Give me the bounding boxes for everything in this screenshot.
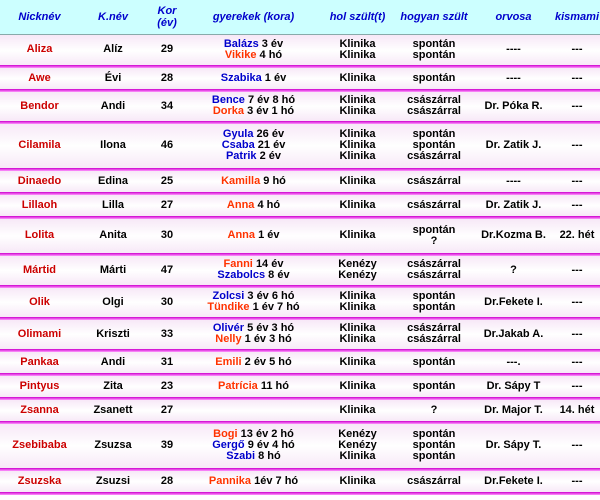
child-age: 4 hó xyxy=(259,48,283,61)
nickname-cell: Olik xyxy=(0,288,79,317)
child-name: Olivér xyxy=(212,322,245,334)
children-cell xyxy=(187,171,320,192)
row-separator xyxy=(0,492,600,495)
age-cell: 28 xyxy=(147,68,187,89)
child-age: 1év 7 hó xyxy=(254,474,299,487)
child-name: Szabika xyxy=(220,71,262,84)
child-name: Tündike xyxy=(207,301,250,313)
nickname-cell: Pintyus xyxy=(0,376,79,397)
child-name: Anna xyxy=(227,229,255,241)
born-how-line: spontán xyxy=(412,290,456,302)
born-how-line: császárral xyxy=(407,94,461,106)
child-age: 1 év 3 hó xyxy=(244,333,292,345)
born-where-cell xyxy=(320,171,395,192)
child-name: Fanni xyxy=(223,258,253,270)
knev-cell: Zsanett xyxy=(79,400,147,421)
nickname-cell: Mártid xyxy=(0,256,79,285)
born-where-line: Kenézy xyxy=(338,258,377,270)
born-where-cell xyxy=(320,35,395,65)
child-name: Szabolcs xyxy=(217,269,266,281)
age-cell: 31 xyxy=(147,352,187,373)
child-name: Gergő xyxy=(212,439,245,451)
born-where-line: Klinika xyxy=(339,37,376,50)
pregnant-cell: --- xyxy=(554,376,600,397)
knev-cell: Lilla xyxy=(79,195,147,216)
separator-bar xyxy=(0,492,600,495)
pregnant-cell: --- xyxy=(554,195,600,216)
child-age: 7 év 8 hó xyxy=(248,94,296,106)
pregnant-cell: --- xyxy=(554,256,600,285)
doctor-cell: ---. xyxy=(473,352,554,373)
doctor-cell: ? xyxy=(473,256,554,285)
child-age: 9 év 4 hó xyxy=(247,439,295,451)
children-cell xyxy=(187,352,320,373)
born-how-line: spontán xyxy=(412,37,456,50)
born-how-cell xyxy=(395,195,473,216)
born-how-cell xyxy=(395,219,473,253)
born-where-cell xyxy=(320,256,395,285)
table-row xyxy=(0,288,600,317)
age-cell: 30 xyxy=(147,219,187,253)
table-row xyxy=(0,376,600,397)
born-where-cell xyxy=(320,320,395,349)
child-entry xyxy=(189,476,318,487)
born-how-line: ? xyxy=(430,234,438,247)
child-name: Dorka xyxy=(212,105,245,117)
nickname-cell: Lolita xyxy=(0,219,79,253)
born-how-line: császárral xyxy=(407,258,461,270)
born-where-cell xyxy=(320,471,395,492)
table-row xyxy=(0,35,600,65)
child-name: Vikike xyxy=(224,48,257,61)
born-how-cell xyxy=(395,400,473,421)
nickname-cell: Awe xyxy=(0,68,79,89)
children-cell xyxy=(187,35,320,65)
nickname-cell: Olimami xyxy=(0,320,79,349)
born-where-line: Klinika xyxy=(339,290,376,302)
knev-cell: Márti xyxy=(79,256,147,285)
born-how-line: spontán xyxy=(412,379,456,392)
knev-cell: Olgi xyxy=(79,288,147,317)
nickname-cell: Bendor xyxy=(0,92,79,121)
children-cell xyxy=(187,124,320,168)
child-entry xyxy=(189,334,318,345)
header-kor: Kor (év) xyxy=(147,0,187,35)
doctor-cell: Dr.Fekete I. xyxy=(473,471,554,492)
born-where-line: Klinika xyxy=(339,474,376,487)
nickname-cell: Dinaedo xyxy=(0,171,79,192)
knev-cell: Évi xyxy=(79,68,147,89)
nickname-cell: Pankaa xyxy=(0,352,79,373)
born-how-line: spontán xyxy=(412,450,456,462)
table-row xyxy=(0,352,600,373)
born-how-line: császárral xyxy=(407,174,461,187)
child-entry xyxy=(189,451,318,462)
doctor-cell: Dr.Kozma B. xyxy=(473,219,554,253)
knev-cell: Alíz xyxy=(79,35,147,65)
child-entry xyxy=(189,73,318,84)
age-cell: 23 xyxy=(147,376,187,397)
born-how-line: császárral xyxy=(407,322,461,334)
born-how-cell xyxy=(395,256,473,285)
header-nickname: Nicknév xyxy=(0,0,79,35)
age-cell: 34 xyxy=(147,92,187,121)
age-cell: 46 xyxy=(147,124,187,168)
child-age: 11 hó xyxy=(260,379,289,392)
knev-cell: Kriszti xyxy=(79,320,147,349)
children-cell xyxy=(187,471,320,492)
pregnant-cell: 22. hét xyxy=(554,219,600,253)
pregnant-cell: --- xyxy=(554,288,600,317)
child-name: Csaba xyxy=(221,139,255,151)
child-entry xyxy=(189,230,318,241)
born-where-line: Klinika xyxy=(339,71,376,84)
child-age: 5 év 3 hó xyxy=(247,322,295,334)
age-cell: 47 xyxy=(147,256,187,285)
age-cell: 27 xyxy=(147,195,187,216)
table-body xyxy=(0,35,600,495)
born-where-cell xyxy=(320,424,395,468)
born-how-line: ? xyxy=(430,403,438,416)
child-name: Bence xyxy=(211,94,245,106)
born-where-line: Klinika xyxy=(339,403,376,416)
pregnant-cell: --- xyxy=(554,352,600,373)
born-how-cell xyxy=(395,424,473,468)
child-name: Balázs xyxy=(223,37,259,50)
child-entry xyxy=(189,200,318,211)
doctor-cell: Dr.Jakab A. xyxy=(473,320,554,349)
child-entry xyxy=(189,176,318,187)
knev-cell: Anita xyxy=(79,219,147,253)
pregnant-cell: --- xyxy=(554,320,600,349)
table-row xyxy=(0,68,600,89)
born-how-line: spontán xyxy=(412,71,456,84)
table-row xyxy=(0,320,600,349)
born-how-line: spontán xyxy=(412,355,456,368)
table-row xyxy=(0,171,600,192)
doctor-cell: Dr. Sápy T xyxy=(473,376,554,397)
knev-cell: Ilona xyxy=(79,124,147,168)
child-name: Patrik xyxy=(225,150,257,162)
born-where-cell xyxy=(320,68,395,89)
header-children: gyerekek (kora) xyxy=(187,0,320,35)
child-age: 2 év xyxy=(259,150,282,162)
pregnant-cell: --- xyxy=(554,424,600,468)
child-age: 3 év xyxy=(261,37,284,50)
born-how-cell xyxy=(395,171,473,192)
knev-cell: Zita xyxy=(79,376,147,397)
children-cell xyxy=(187,92,320,121)
born-where-cell xyxy=(320,288,395,317)
children-cell xyxy=(187,195,320,216)
child-age: 14 év xyxy=(255,258,284,270)
child-name: Nelly xyxy=(215,333,242,345)
pregnant-cell: --- xyxy=(554,68,600,89)
born-how-cell xyxy=(395,124,473,168)
born-where-line: Klinika xyxy=(339,174,376,187)
child-age: 1 év 7 hó xyxy=(252,301,300,313)
child-name: Pannika xyxy=(208,474,252,487)
doctor-cell: ---- xyxy=(473,35,554,65)
nickname-cell: Zsanna xyxy=(0,400,79,421)
table-row xyxy=(0,400,600,421)
born-how-line: császárral xyxy=(407,269,461,281)
child-name: Patrícia xyxy=(218,379,258,392)
child-entry xyxy=(189,270,318,281)
born-how-cell xyxy=(395,376,473,397)
age-cell: 25 xyxy=(147,171,187,192)
born-how-cell xyxy=(395,92,473,121)
table-row xyxy=(0,219,600,253)
nickname-cell: Cilamila xyxy=(0,124,79,168)
child-age: 8 év xyxy=(268,269,290,281)
born-where-line: Klinika xyxy=(339,48,376,61)
child-name: Gyula xyxy=(222,128,254,140)
age-cell: 28 xyxy=(147,471,187,492)
age-cell: 27 xyxy=(147,400,187,421)
pregnant-cell: --- xyxy=(554,92,600,121)
born-how-line: császárral xyxy=(407,105,461,117)
knev-cell: Edina xyxy=(79,171,147,192)
doctor-cell: ---- xyxy=(473,171,554,192)
doctor-cell: Dr. Zatik J. xyxy=(473,124,554,168)
born-how-cell xyxy=(395,288,473,317)
child-name: Bogi xyxy=(213,428,238,440)
child-entry xyxy=(189,357,318,368)
knev-cell: Zsuzsi xyxy=(79,471,147,492)
child-age: 1 év xyxy=(264,71,287,84)
table-row xyxy=(0,471,600,492)
pregnant-cell: --- xyxy=(554,35,600,65)
children-cell xyxy=(187,400,320,421)
child-age: 9 hó xyxy=(263,174,286,187)
knev-cell: Andi xyxy=(79,92,147,121)
children-cell xyxy=(187,288,320,317)
age-cell: 30 xyxy=(147,288,187,317)
born-where-line: Klinika xyxy=(339,198,376,211)
header-pregnant: kismami xyxy=(554,0,600,35)
pregnant-cell: 14. hét xyxy=(554,400,600,421)
born-how-line: császárral xyxy=(407,474,461,487)
table-row xyxy=(0,124,600,168)
born-how-cell xyxy=(395,471,473,492)
born-where-cell xyxy=(320,352,395,373)
born-how-line: császárral xyxy=(407,198,461,211)
child-age: 4 hó xyxy=(257,198,281,211)
child-entry xyxy=(189,151,318,162)
doctor-cell: Dr. Sápy T. xyxy=(473,424,554,468)
born-where-cell xyxy=(320,400,395,421)
born-how-line: spontán xyxy=(412,139,456,151)
nickname-cell: Lillaoh xyxy=(0,195,79,216)
born-where-line: Klinika xyxy=(339,450,376,462)
knev-cell: Zsuzsa xyxy=(79,424,147,468)
child-age: 13 év 2 hó xyxy=(240,428,294,440)
born-where-line: Klinika xyxy=(339,333,376,345)
child-age: 21 év xyxy=(257,139,286,151)
born-where-line: Kenézy xyxy=(338,439,377,451)
child-age: 26 év xyxy=(256,128,285,140)
born-where-cell xyxy=(320,124,395,168)
born-where-cell xyxy=(320,219,395,253)
born-where-line: Klinika xyxy=(339,301,376,313)
born-where-line: Klinika xyxy=(339,229,376,241)
doctor-cell: Dr.Fekete I. xyxy=(473,288,554,317)
table-row xyxy=(0,256,600,285)
child-name: Kamilla xyxy=(221,174,261,187)
born-where-line: Kenézy xyxy=(338,428,377,440)
child-entry xyxy=(189,106,318,117)
child-name: Szabi xyxy=(226,450,256,462)
header-knev: K.név xyxy=(79,0,147,35)
born-where-line: Klinika xyxy=(339,355,376,368)
born-where-cell xyxy=(320,195,395,216)
born-where-line: Klinika xyxy=(339,150,376,162)
children-cell xyxy=(187,320,320,349)
table-row xyxy=(0,195,600,216)
born-how-line: császárral xyxy=(407,333,461,345)
born-how-cell xyxy=(395,320,473,349)
born-how-cell xyxy=(395,35,473,65)
child-entry xyxy=(189,50,318,61)
pregnant-cell: --- xyxy=(554,171,600,192)
child-name: Anna xyxy=(226,198,255,211)
doctor-cell: Dr. Póka R. xyxy=(473,92,554,121)
born-where-line: Klinika xyxy=(339,94,376,106)
child-age: 3 év 1 hó xyxy=(247,105,295,117)
born-how-cell xyxy=(395,68,473,89)
born-how-line: spontán xyxy=(412,439,456,451)
born-how-line: spontán xyxy=(412,428,456,440)
child-age: 8 hó xyxy=(258,450,281,462)
pregnant-cell: --- xyxy=(554,471,600,492)
table-row xyxy=(0,92,600,121)
knev-cell: Andi xyxy=(79,352,147,373)
born-where-line: Klinika xyxy=(339,322,376,334)
child-age: 2 év 5 hó xyxy=(244,355,292,368)
nickname-cell: Zsuzska xyxy=(0,471,79,492)
children-cell xyxy=(187,219,320,253)
age-cell: 33 xyxy=(147,320,187,349)
born-where-cell xyxy=(320,376,395,397)
child-entry xyxy=(189,302,318,313)
child-age: 1 év xyxy=(258,229,280,241)
born-where-line: Kenézy xyxy=(338,269,377,281)
header-born-how: hogyan szült xyxy=(395,0,473,35)
age-cell: 29 xyxy=(147,35,187,65)
children-cell xyxy=(187,376,320,397)
born-where-line: Klinika xyxy=(339,139,376,151)
doctor-cell: ---- xyxy=(473,68,554,89)
child-entry xyxy=(189,381,318,392)
table-row xyxy=(0,424,600,468)
nickname-cell: Zsebibaba xyxy=(0,424,79,468)
born-where-line: Klinika xyxy=(339,105,376,117)
age-cell: 39 xyxy=(147,424,187,468)
child-name: Emili xyxy=(215,355,242,368)
table-header xyxy=(0,0,600,35)
children-cell xyxy=(187,68,320,89)
born-where-line: Klinika xyxy=(339,128,376,140)
born-how-line: spontán xyxy=(412,223,456,236)
child-name: Zolcsi xyxy=(212,290,245,302)
children-cell xyxy=(187,424,320,468)
born-how-cell xyxy=(395,352,473,373)
pregnant-cell: --- xyxy=(554,124,600,168)
child-age: 3 év 6 hó xyxy=(247,290,295,302)
born-where-cell xyxy=(320,92,395,121)
doctor-cell: Dr. Zatik J. xyxy=(473,195,554,216)
header-born-where: hol szült(t) xyxy=(320,0,395,35)
header-doctor: orvosa xyxy=(473,0,554,35)
born-how-line: spontán xyxy=(412,128,456,140)
born-how-line: spontán xyxy=(412,301,456,313)
doctor-cell: Dr. Major T. xyxy=(473,400,554,421)
children-cell xyxy=(187,256,320,285)
nickname-cell: Aliza xyxy=(0,35,79,65)
born-where-line: Klinika xyxy=(339,379,376,392)
born-how-line: spontán xyxy=(412,48,456,61)
born-how-line: császárral xyxy=(407,150,461,162)
